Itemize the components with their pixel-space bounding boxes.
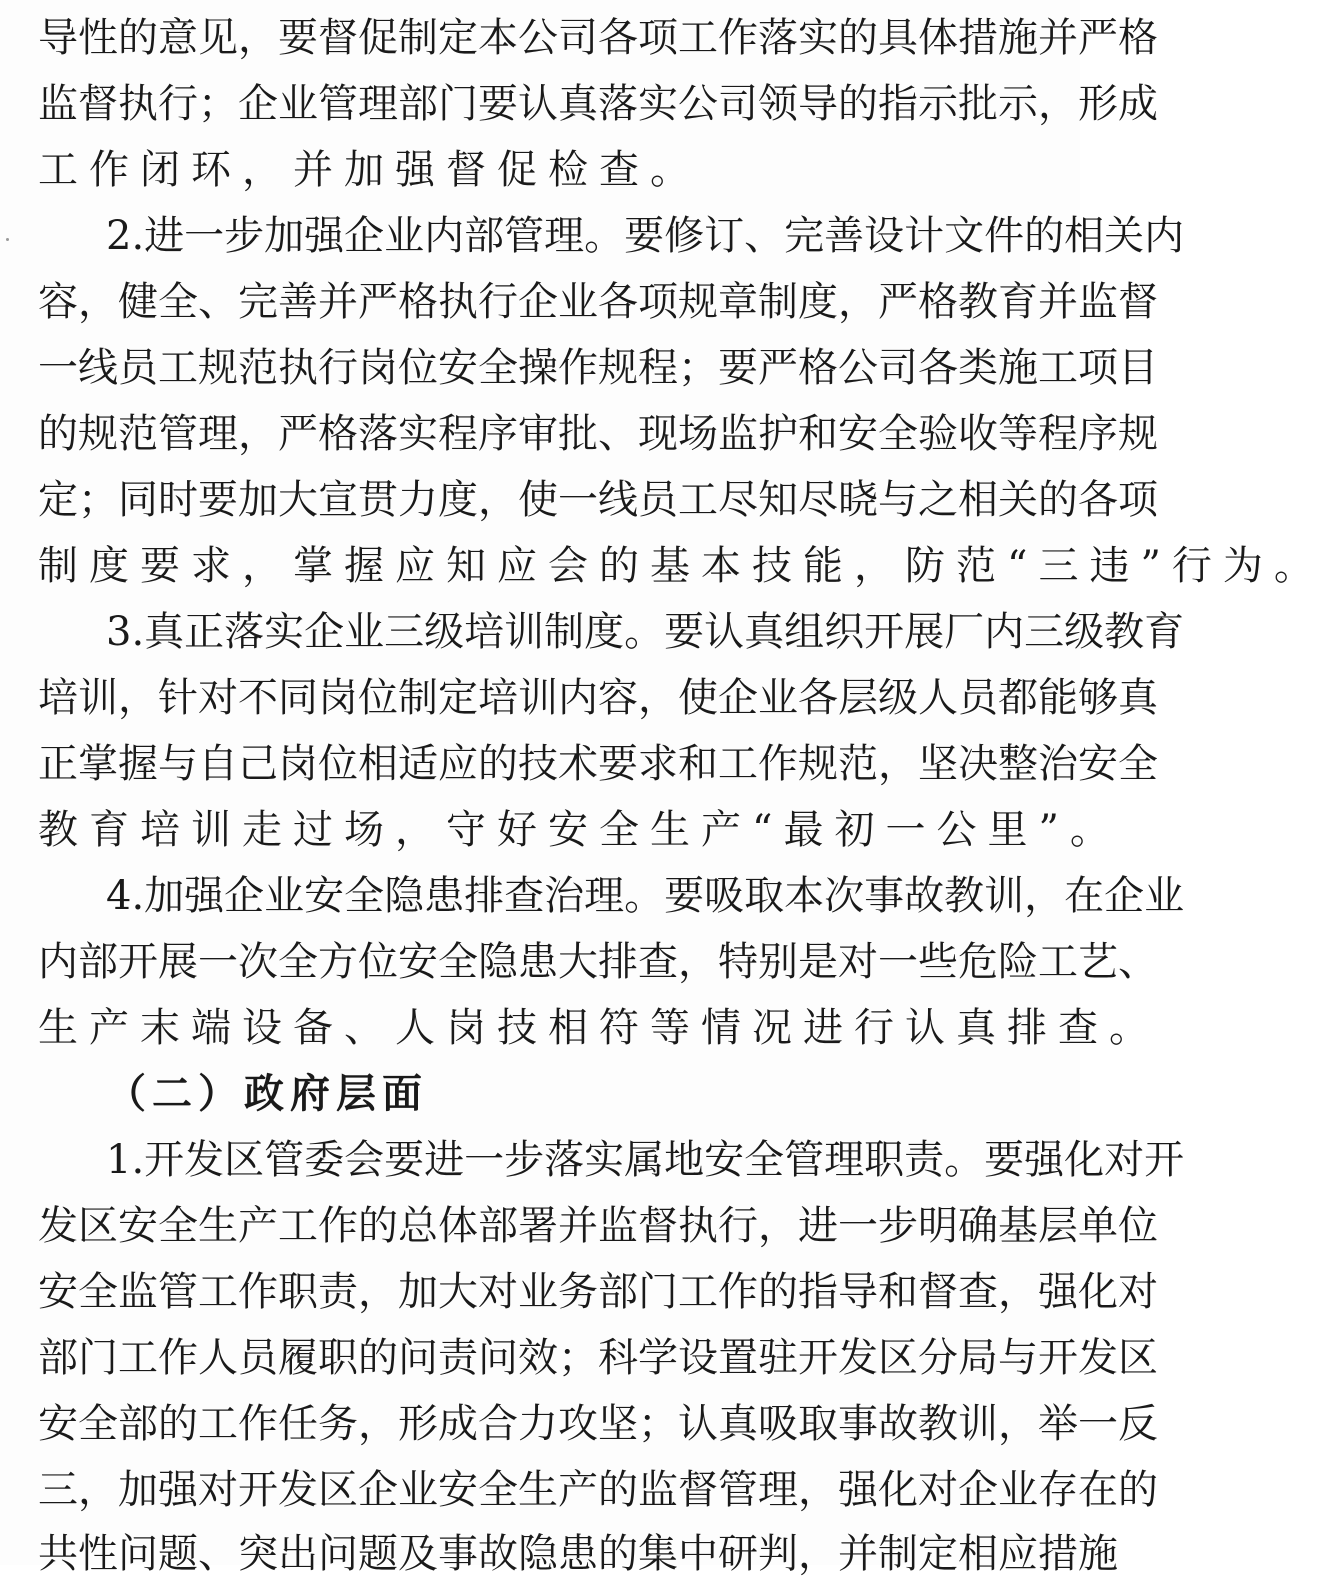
text-line: 教育培训走过场，守好安全生产“最初一公里”。 [38, 807, 1121, 853]
text-line: 导性的意见，要督促制定本公司各项工作落实的具体措施并严格 [38, 15, 1158, 61]
text-line: 安全部的工作任务，形成合力攻坚；认真吸取事故教训，举一反 [38, 1401, 1158, 1447]
text-line: 工作闭环，并加强督促检查。 [38, 147, 701, 193]
text-line: 安全监管工作职责，加大对业务部门工作的指导和督查，强化对 [38, 1269, 1158, 1315]
text-line: 监督执行；企业管理部门要认真落实公司领导的指示批示，形成 [38, 81, 1158, 127]
text-line: 共性问题、突出问题及事故隐患的集中研判，并制定相应措施 [38, 1531, 1118, 1577]
paragraph-start-line: 2.进一步加强企业内部管理。要修订、完善设计文件的相关内 [106, 213, 1185, 259]
text-line: 正掌握与自己岗位相适应的技术要求和工作规范，坚决整治安全 [38, 741, 1158, 787]
paragraph-start-line: 3.真正落实企业三级培训制度。要认真组织开展厂内三级教育 [106, 609, 1185, 655]
paragraph-start-line: 4.加强企业安全隐患排查治理。要吸取本次事故教训，在企业 [106, 873, 1185, 919]
text-line: 内部开展一次全方位安全隐患大排查，特别是对一些危险工艺、 [38, 939, 1158, 985]
text-line: 发区安全生产工作的总体部署并监督执行，进一步明确基层单位 [38, 1203, 1158, 1249]
text-line: 一线员工规范执行岗位安全操作规程；要严格公司各类施工项目 [38, 345, 1158, 391]
text-line: 容，健全、完善并严格执行企业各项规章制度，严格教育并监督 [38, 279, 1158, 325]
text-line: 生产末端设备、人岗技相符等情况进行认真排查。 [38, 1005, 1160, 1051]
text-line: 部门工作人员履职的问责问效；科学设置驻开发区分局与开发区 [38, 1335, 1158, 1381]
scan-speck [6, 238, 9, 241]
paragraph-start-line: 1.开发区管委会要进一步落实属地安全管理职责。要强化对开 [106, 1137, 1185, 1183]
text-line: 制度要求，掌握应知应会的基本技能，防范“三违”行为。 [38, 543, 1325, 589]
text-line: 培训，针对不同岗位制定培训内容，使企业各层级人员都能够真 [38, 675, 1158, 721]
section-heading: （二）政府层面 [106, 1070, 428, 1117]
text-line: 三，加强对开发区企业安全生产的监督管理，强化对企业存在的 [38, 1467, 1158, 1513]
text-line: 的规范管理，严格落实程序审批、现场监护和安全验收等程序规 [38, 411, 1158, 457]
text-line: 定；同时要加大宣贯力度，使一线员工尽知尽晓与之相关的各项 [38, 477, 1158, 523]
